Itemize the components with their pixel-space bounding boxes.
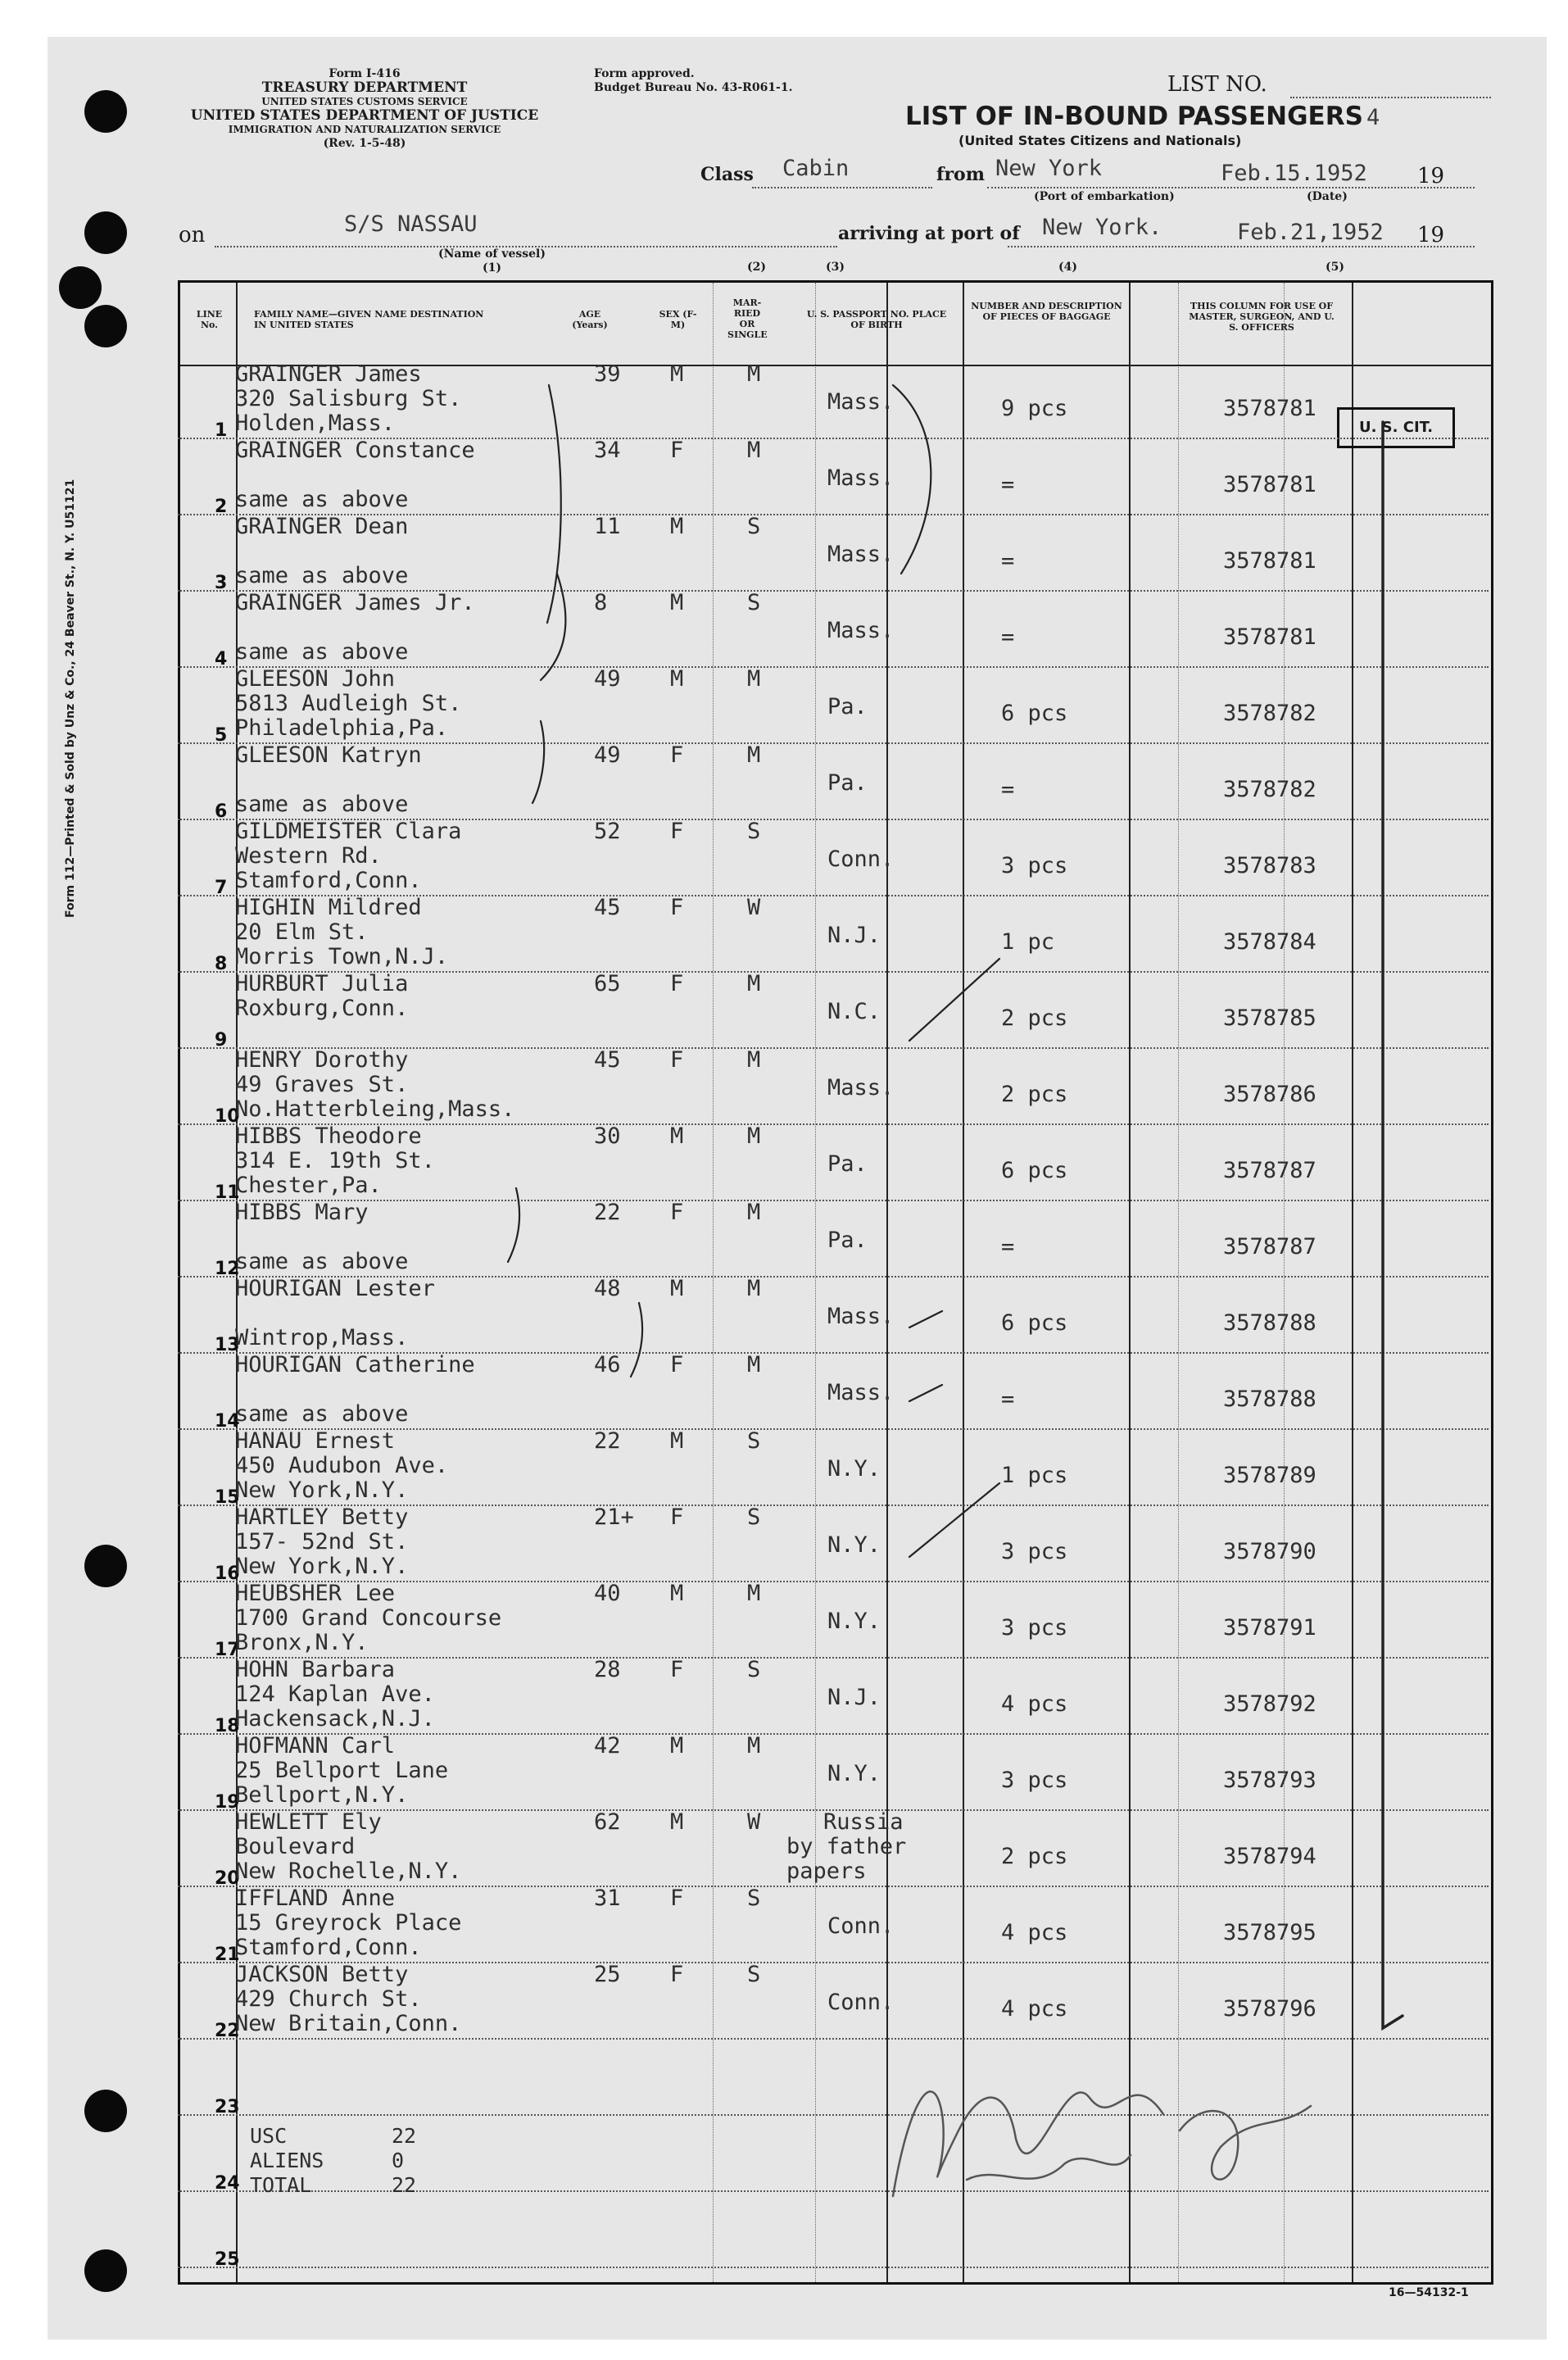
officer-number: 3578787 bbox=[1223, 1158, 1316, 1183]
bracket-mark bbox=[541, 574, 565, 680]
age: 25 bbox=[594, 1962, 621, 1987]
line-number: 10 bbox=[215, 1106, 240, 1127]
passenger-name: HOFMANN Carl bbox=[235, 1733, 396, 1759]
col-line-header: LINE No. bbox=[196, 309, 223, 330]
address-line: No.Hatterbleing,Mass. bbox=[235, 1096, 515, 1122]
bracket-mark bbox=[631, 1303, 642, 1377]
officer-bracket bbox=[1383, 422, 1403, 2028]
address-line: New York,N.Y. bbox=[235, 1477, 409, 1503]
age: 11 bbox=[594, 514, 621, 539]
line-number: 5 bbox=[215, 725, 228, 746]
age: 40 bbox=[594, 1581, 621, 1606]
officer-number: 3578786 bbox=[1223, 1082, 1316, 1107]
marital-status: S bbox=[747, 1657, 761, 1682]
passenger-name: GRAINGER James bbox=[235, 361, 422, 387]
col-baggage-header: NUMBER AND DESCRIPTION OF PIECES OF BAGGAGE bbox=[971, 301, 1122, 322]
officer-number: 3578788 bbox=[1223, 1386, 1316, 1412]
place-of-birth: Pa. bbox=[827, 770, 868, 796]
line-number: 15 bbox=[215, 1487, 240, 1508]
line-number: 2 bbox=[215, 497, 228, 517]
check-mark bbox=[909, 1311, 942, 1328]
baggage: 3 pcs bbox=[1001, 853, 1068, 878]
address-line: 429 Church St. bbox=[235, 1986, 422, 2012]
marital-status: M bbox=[747, 1123, 761, 1149]
sex: F bbox=[670, 1657, 684, 1682]
passenger-name: HOHN Barbara bbox=[235, 1657, 396, 1682]
marital-status: S bbox=[747, 1962, 761, 1987]
col-num-4: (4) bbox=[1058, 261, 1077, 274]
line-number: 21 bbox=[215, 1945, 240, 1965]
sex: F bbox=[670, 1504, 684, 1530]
officer-number: 3578782 bbox=[1223, 777, 1316, 802]
marital-status: M bbox=[747, 1581, 761, 1606]
passenger-name: GLEESON Katryn bbox=[235, 742, 422, 768]
place-of-birth: by father bbox=[786, 1834, 907, 1859]
address-line: same as above bbox=[235, 1249, 409, 1274]
baggage: 3 pcs bbox=[1001, 1539, 1068, 1564]
line-number: 14 bbox=[215, 1411, 240, 1432]
passenger-name: HIGHIN Mildred bbox=[235, 895, 422, 920]
line-number: 13 bbox=[215, 1335, 240, 1355]
marital-status: S bbox=[747, 590, 761, 615]
line-number: 9 bbox=[215, 1030, 228, 1051]
address-line: New Britain,Conn. bbox=[235, 2011, 462, 2036]
baggage: 2 pcs bbox=[1001, 1844, 1068, 1869]
address-line: Bronx,N.Y. bbox=[235, 1630, 369, 1655]
sex: M bbox=[670, 514, 684, 539]
baggage: = bbox=[1001, 777, 1015, 802]
line-number: 16 bbox=[215, 1564, 240, 1584]
marital-status: W bbox=[747, 1809, 761, 1835]
address-line: Roxburg,Conn. bbox=[235, 996, 409, 1021]
officer-number: 3578781 bbox=[1223, 472, 1316, 497]
address-line: 5813 Audleigh St. bbox=[235, 691, 462, 716]
address-line: same as above bbox=[235, 1401, 409, 1427]
place-of-birth: Pa. bbox=[827, 1151, 868, 1177]
bracket-mark bbox=[893, 385, 931, 574]
place-of-birth: N.J. bbox=[827, 1685, 881, 1710]
line-number: 4 bbox=[215, 649, 228, 669]
passenger-name: GRAINGER James Jr. bbox=[235, 590, 475, 615]
sex: F bbox=[670, 971, 684, 996]
officer-number: 3578791 bbox=[1223, 1615, 1316, 1641]
passenger-name: HIBBS Theodore bbox=[235, 1123, 422, 1149]
address-line: 1700 Grand Concourse bbox=[235, 1605, 502, 1631]
address-line: same as above bbox=[235, 487, 409, 512]
sex: F bbox=[670, 1200, 684, 1225]
passenger-name: JACKSON Betty bbox=[235, 1962, 409, 1987]
age: 46 bbox=[594, 1352, 621, 1377]
budget-text: Budget Bureau No. 43-R061-1. bbox=[594, 81, 793, 94]
justice-heading: UNITED STATES DEPARTMENT OF JUSTICE bbox=[190, 107, 539, 124]
line-number: 22 bbox=[215, 2021, 240, 2041]
baggage: 1 pc bbox=[1001, 929, 1055, 955]
place-of-birth: N.Y. bbox=[827, 1456, 881, 1482]
sex: F bbox=[670, 742, 684, 768]
officer-number: 3578790 bbox=[1223, 1539, 1316, 1564]
check-mark bbox=[909, 1385, 942, 1401]
line-number: 8 bbox=[215, 954, 228, 974]
address-line: 314 E. 19th St. bbox=[235, 1148, 435, 1173]
sex: M bbox=[670, 1809, 684, 1835]
age: 39 bbox=[594, 361, 621, 387]
customs-heading: UNITED STATES CUSTOMS SERVICE bbox=[261, 96, 468, 107]
us-citizen-stamp: U. S. CIT. bbox=[1337, 407, 1455, 448]
age: 28 bbox=[594, 1657, 621, 1682]
officer-number: 3578783 bbox=[1223, 853, 1316, 878]
arrival-date: Feb.21,1952 bbox=[1237, 220, 1384, 245]
address-line: 15 Greyrock Place bbox=[235, 1910, 462, 1936]
address-line: 450 Audubon Ave. bbox=[235, 1453, 449, 1478]
officer-number: 3578782 bbox=[1223, 701, 1316, 726]
marital-status: M bbox=[747, 1352, 761, 1377]
sex: F bbox=[670, 819, 684, 844]
age: 8 bbox=[594, 590, 608, 615]
col-passport-header: U. S. PASSPORT NO. PLACE OF BIRTH bbox=[806, 309, 947, 330]
sex: M bbox=[670, 590, 684, 615]
line-number: 11 bbox=[215, 1182, 240, 1203]
age: 49 bbox=[594, 666, 621, 692]
marital-status: M bbox=[747, 361, 761, 387]
age: 21+ bbox=[594, 1504, 634, 1530]
marital-status: W bbox=[747, 895, 761, 920]
sex: M bbox=[670, 1581, 684, 1606]
address-line: Bellport,N.Y. bbox=[235, 1782, 409, 1808]
officer-number: 3578796 bbox=[1223, 1996, 1316, 2022]
place-of-birth: Conn. bbox=[827, 1990, 895, 2015]
sex: M bbox=[670, 1428, 684, 1454]
approval-text: Form approved. bbox=[594, 67, 695, 80]
officer-number: 3578781 bbox=[1223, 396, 1316, 421]
age: 52 bbox=[594, 819, 621, 844]
col-age-header: AGE (Years) bbox=[572, 309, 608, 330]
col-num-3: (3) bbox=[826, 261, 845, 274]
line-number: 7 bbox=[215, 878, 228, 898]
vessel-col-num: (1) bbox=[482, 261, 501, 275]
passenger-name: HENRY Dorothy bbox=[235, 1047, 409, 1073]
officer-number: 3578789 bbox=[1223, 1463, 1316, 1488]
passenger-name: HARTLEY Betty bbox=[235, 1504, 409, 1530]
line-number: 24 bbox=[215, 2173, 240, 2194]
date-note: (Date) bbox=[1307, 190, 1348, 203]
ins-heading: IMMIGRATION AND NATURALIZATION SERVICE bbox=[228, 124, 501, 135]
marital-status: S bbox=[747, 819, 761, 844]
usc-label: USC bbox=[250, 2124, 288, 2148]
col-married-header: MAR-RIED OR SINGLE bbox=[727, 297, 768, 340]
age: 49 bbox=[594, 742, 621, 768]
line-number: 23 bbox=[215, 2097, 240, 2117]
baggage: 4 pcs bbox=[1001, 1920, 1068, 1945]
address-line: New Rochelle,N.Y. bbox=[235, 1858, 462, 1884]
line-number: 19 bbox=[215, 1792, 240, 1813]
place-of-birth: Mass. bbox=[827, 389, 895, 415]
place-of-birth: Russia bbox=[823, 1809, 904, 1835]
baggage: 4 pcs bbox=[1001, 1691, 1068, 1717]
sex: F bbox=[670, 438, 684, 463]
officer-number: 3578785 bbox=[1223, 1005, 1316, 1031]
passenger-name: GILDMEISTER Clara bbox=[235, 819, 462, 844]
baggage: = bbox=[1001, 624, 1015, 650]
officer-number: 3578788 bbox=[1223, 1310, 1316, 1336]
arrival-port: New York. bbox=[1042, 215, 1162, 240]
marital-status: S bbox=[747, 514, 761, 539]
arrival-year-suffix: 19 bbox=[1417, 223, 1445, 247]
officer-number: 3578795 bbox=[1223, 1920, 1316, 1945]
marital-status: M bbox=[747, 1047, 761, 1073]
marital-status: M bbox=[747, 1200, 761, 1225]
bracket-mark bbox=[532, 721, 544, 803]
place-of-birth: Mass. bbox=[827, 1075, 895, 1101]
from-port: New York bbox=[995, 156, 1103, 181]
line-number: 3 bbox=[215, 573, 228, 593]
baggage: 3 pcs bbox=[1001, 1615, 1068, 1641]
address-line: 157- 52nd St. bbox=[235, 1529, 409, 1554]
total-label: TOTAL bbox=[250, 2173, 312, 2197]
address-line: Boulevard bbox=[235, 1834, 356, 1859]
officer-number: 3578794 bbox=[1223, 1844, 1316, 1869]
check-mark bbox=[909, 959, 999, 1041]
address-line: Western Rd. bbox=[235, 843, 382, 869]
treasury-heading: TREASURY DEPARTMENT bbox=[261, 79, 468, 96]
address-line: Stamford,Conn. bbox=[235, 868, 422, 893]
baggage: 2 pcs bbox=[1001, 1005, 1068, 1031]
age: 34 bbox=[594, 438, 621, 463]
place-of-birth: N.C. bbox=[827, 999, 881, 1024]
address-line: 49 Graves St. bbox=[235, 1072, 409, 1097]
port-embark-note: (Port of embarkation) bbox=[1034, 190, 1175, 203]
officer-number: 3578784 bbox=[1223, 929, 1316, 955]
place-of-birth: Mass. bbox=[827, 542, 895, 567]
sex: F bbox=[670, 1047, 684, 1073]
place-of-birth: Mass. bbox=[827, 618, 895, 643]
signature bbox=[893, 2091, 1311, 2196]
address-line: Chester,Pa. bbox=[235, 1173, 382, 1198]
marital-status: M bbox=[747, 971, 761, 996]
baggage: = bbox=[1001, 548, 1015, 574]
age: 45 bbox=[594, 895, 621, 920]
baggage: 1 pcs bbox=[1001, 1463, 1068, 1488]
bracket-mark bbox=[508, 1188, 519, 1262]
marital-status: S bbox=[747, 1504, 761, 1530]
line-number: 18 bbox=[215, 1716, 240, 1736]
col-num-2: (2) bbox=[747, 261, 766, 274]
baggage: = bbox=[1001, 472, 1015, 497]
vessel-note-text: (Name of vessel) bbox=[438, 247, 546, 261]
baggage: = bbox=[1001, 1234, 1015, 1259]
officer-number: 3578781 bbox=[1223, 548, 1316, 574]
address-line: same as above bbox=[235, 792, 409, 817]
place-of-birth: Mass. bbox=[827, 1304, 895, 1329]
address-line: 320 Salisburg St. bbox=[235, 386, 462, 411]
marital-status: S bbox=[747, 1428, 761, 1454]
sex: M bbox=[670, 361, 684, 387]
place-of-birth: Mass. bbox=[827, 465, 895, 491]
bracket-mark bbox=[547, 385, 561, 623]
sex: F bbox=[670, 895, 684, 920]
sex: M bbox=[670, 666, 684, 692]
printer-side-text: Form 112—Printed & Sold by Unz & Co., 24 Beaver St., N. Y. U51121 bbox=[64, 479, 77, 918]
passenger-name: HEUBSHER Lee bbox=[235, 1581, 396, 1606]
col-officers-header: THIS COLUMN FOR USE OF MASTER, SURGEON, AND U. S. OFFICERS bbox=[1189, 301, 1335, 333]
list-no-label: LIST NO. bbox=[1167, 72, 1267, 97]
place-of-birth: N.Y. bbox=[827, 1761, 881, 1786]
baggage: 6 pcs bbox=[1001, 1310, 1068, 1336]
age: 45 bbox=[594, 1047, 621, 1073]
sex: F bbox=[670, 1886, 684, 1911]
class-label: Class bbox=[700, 164, 754, 185]
age: 22 bbox=[594, 1200, 621, 1225]
usc-count: 22 bbox=[392, 2124, 417, 2148]
footer-code: 16—54132-1 bbox=[1389, 2286, 1469, 2299]
address-line: 20 Elm St. bbox=[235, 919, 369, 945]
form-number: Form I-416 bbox=[329, 67, 401, 80]
officer-number: 3578781 bbox=[1223, 624, 1316, 650]
marital-status: S bbox=[747, 1886, 761, 1911]
passenger-name: HOURIGAN Lester bbox=[235, 1276, 435, 1301]
address-line: Philadelphia,Pa. bbox=[235, 715, 449, 741]
baggage: 3 pcs bbox=[1001, 1768, 1068, 1793]
sex: M bbox=[670, 1276, 684, 1301]
marital-status: M bbox=[747, 666, 761, 692]
baggage: 9 pcs bbox=[1001, 396, 1068, 421]
marital-status: M bbox=[747, 438, 761, 463]
passenger-name: HANAU Ernest bbox=[235, 1428, 396, 1454]
vessel-name: S/S NASSAU bbox=[344, 211, 478, 237]
aliens-count: 0 bbox=[392, 2149, 405, 2172]
line-number: 20 bbox=[215, 1868, 240, 1889]
marital-status: M bbox=[747, 742, 761, 768]
address-line: Morris Town,N.J. bbox=[235, 944, 449, 969]
year-suffix: 19 bbox=[1417, 164, 1445, 188]
officer-number: 3578787 bbox=[1223, 1234, 1316, 1259]
list-subtitle: (United States Citizens and Nationals) bbox=[958, 133, 1242, 148]
address-line: 124 Kaplan Ave. bbox=[235, 1682, 435, 1707]
officer-number: 3578792 bbox=[1223, 1691, 1316, 1717]
address-line: 25 Bellport Lane bbox=[235, 1758, 449, 1783]
baggage: 2 pcs bbox=[1001, 1082, 1068, 1107]
aliens-label: ALIENS bbox=[250, 2149, 324, 2172]
passenger-name: HEWLETT Ely bbox=[235, 1809, 382, 1835]
passenger-name: HIBBS Mary bbox=[235, 1200, 369, 1225]
baggage: 4 pcs bbox=[1001, 1996, 1068, 2022]
place-of-birth: N.Y. bbox=[827, 1609, 881, 1634]
line-number: 17 bbox=[215, 1640, 240, 1660]
place-of-birth: Pa. bbox=[827, 1228, 868, 1253]
age: 48 bbox=[594, 1276, 621, 1301]
line-number: 12 bbox=[215, 1259, 240, 1279]
passenger-name: HOURIGAN Catherine bbox=[235, 1352, 475, 1377]
class-value: Cabin bbox=[782, 156, 850, 181]
list-title: LIST OF IN-BOUND PASSENGERS bbox=[905, 102, 1363, 131]
marital-status: M bbox=[747, 1276, 761, 1301]
line-number: 6 bbox=[215, 801, 228, 822]
sex: M bbox=[670, 1123, 684, 1149]
sex: M bbox=[670, 1733, 684, 1759]
address-line: New York,N.Y. bbox=[235, 1554, 409, 1579]
baggage: 6 pcs bbox=[1001, 1158, 1068, 1183]
arriving-label: arriving at port of bbox=[838, 223, 1020, 244]
from-date: Feb.15.1952 bbox=[1221, 161, 1367, 186]
age: 42 bbox=[594, 1733, 621, 1759]
address-line: Hackensack,N.J. bbox=[235, 1706, 435, 1731]
sex: F bbox=[670, 1352, 684, 1377]
place-of-birth: Mass. bbox=[827, 1380, 895, 1405]
place-of-birth: N.Y. bbox=[827, 1532, 881, 1558]
total-count: 22 bbox=[392, 2173, 417, 2197]
passenger-name: HURBURT Julia bbox=[235, 971, 409, 996]
passenger-name: GLEESON John bbox=[235, 666, 396, 692]
line-number: 1 bbox=[215, 420, 228, 441]
place-of-birth: N.J. bbox=[827, 923, 881, 948]
passenger-name: GRAINGER Dean bbox=[235, 514, 409, 539]
address-line: Stamford,Conn. bbox=[235, 1935, 422, 1960]
place-of-birth: Conn. bbox=[827, 1913, 895, 1939]
age: 62 bbox=[594, 1809, 621, 1835]
from-label: from bbox=[936, 164, 986, 185]
line-number: 25 bbox=[215, 2249, 240, 2270]
officer-number: 3578793 bbox=[1223, 1768, 1316, 1793]
age: 65 bbox=[594, 971, 621, 996]
revision-note: (Rev. 1-5-48) bbox=[323, 137, 406, 150]
col-name-header: FAMILY NAME—GIVEN NAME DESTINATION IN UNITED STATES bbox=[254, 309, 484, 330]
sex: F bbox=[670, 1962, 684, 1987]
col-sex-header: SEX (F-M) bbox=[659, 309, 697, 330]
place-of-birth: Pa. bbox=[827, 694, 868, 719]
marital-status: M bbox=[747, 1733, 761, 1759]
address-line: Wintrop,Mass. bbox=[235, 1325, 409, 1350]
place-of-birth: papers bbox=[786, 1858, 867, 1884]
baggage: = bbox=[1001, 1386, 1015, 1412]
age: 31 bbox=[594, 1886, 621, 1911]
baggage: 6 pcs bbox=[1001, 701, 1068, 726]
address-line: Holden,Mass. bbox=[235, 411, 396, 436]
address-line: same as above bbox=[235, 563, 409, 588]
address-line: same as above bbox=[235, 639, 409, 665]
passenger-name: GRAINGER Constance bbox=[235, 438, 475, 463]
list-no-value: 4 bbox=[1366, 105, 1380, 130]
on-label: on bbox=[179, 223, 206, 247]
col-num-5: (5) bbox=[1326, 261, 1344, 274]
age: 30 bbox=[594, 1123, 621, 1149]
passenger-name: IFFLAND Anne bbox=[235, 1886, 396, 1911]
age: 22 bbox=[594, 1428, 621, 1454]
check-mark bbox=[909, 1483, 999, 1557]
place-of-birth: Conn. bbox=[827, 846, 895, 872]
